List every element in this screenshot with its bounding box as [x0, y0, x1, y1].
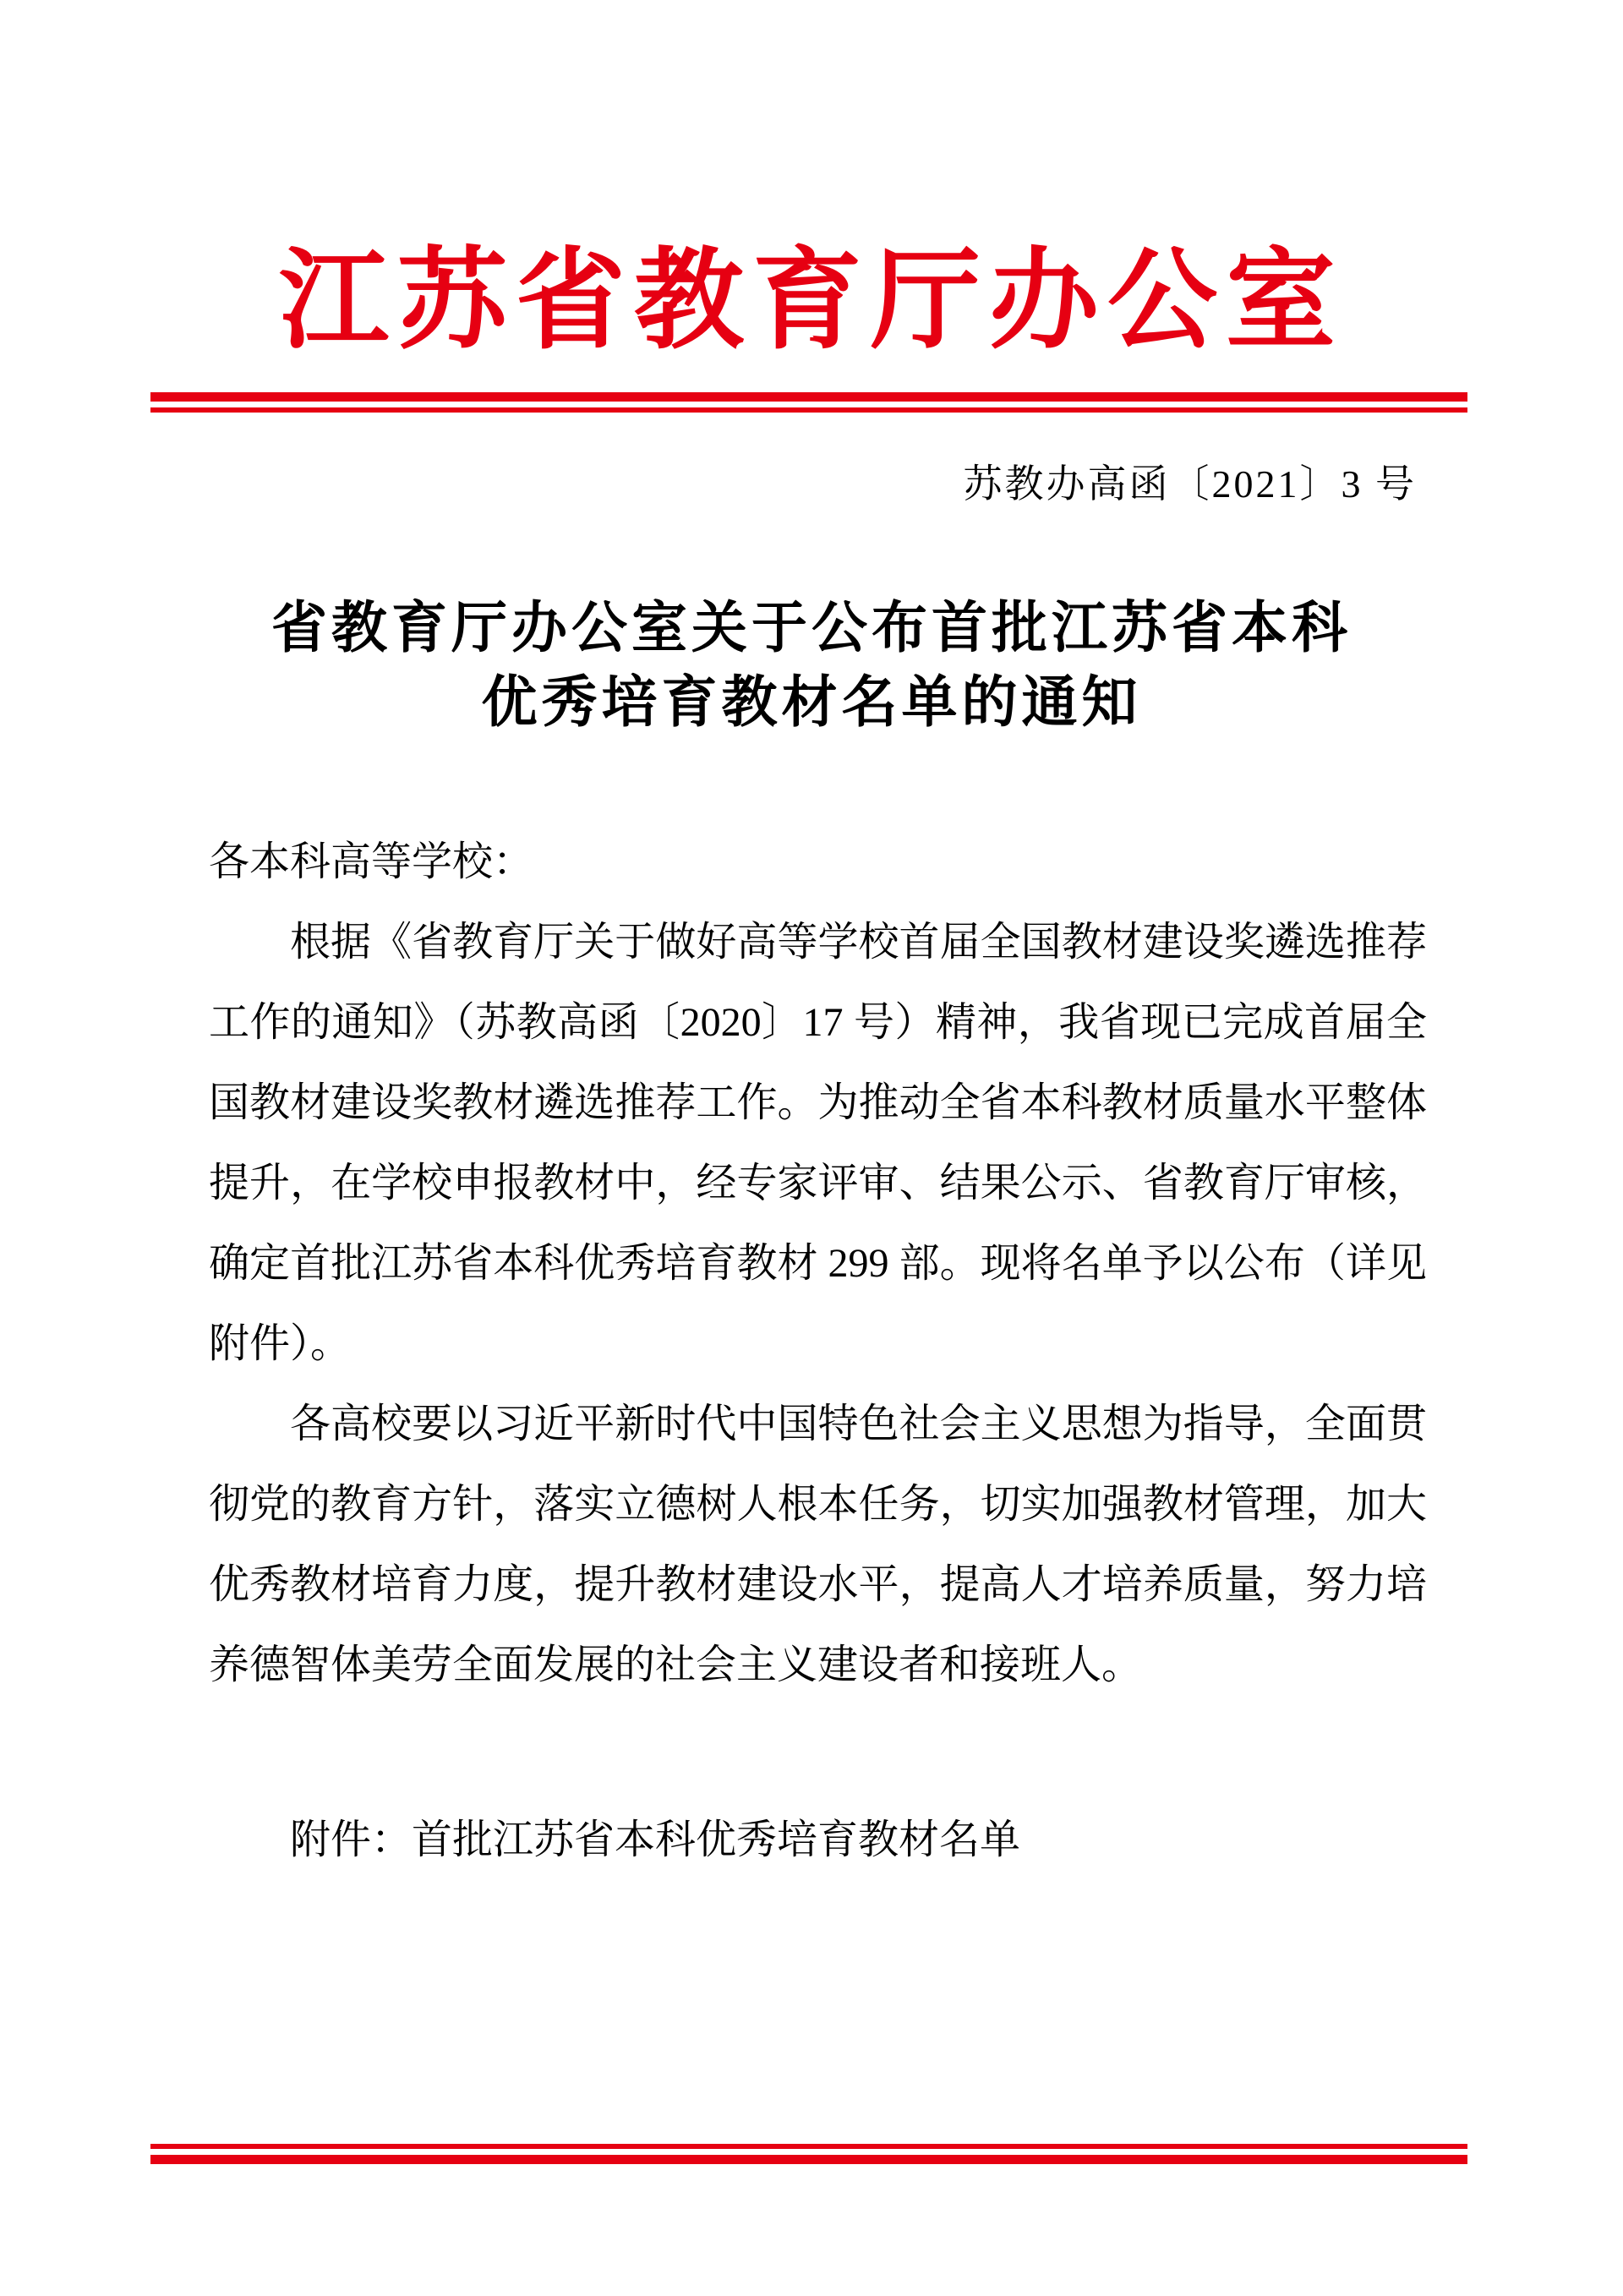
letterhead-org-name: 江苏省教育厅办公室 — [278, 241, 1344, 363]
document-title-line2: 优秀培育教材名单的通知 — [481, 672, 1142, 734]
salutation: 各本科高等学校： — [209, 839, 534, 884]
header-rule-thick — [150, 392, 1467, 402]
attachment-reference: 附件：首批江苏省本科优秀培育教材名单 — [290, 1818, 1021, 1862]
body-paragraph-1: 根据《省教育厅关于做好高等学校首届全国教材建设奖遴选推荐工作的通知》（苏教高函〔2020〕17 号）精神，我省现已完成首届全国教材建设奖教材遴选推荐工作。为推动全省本科教材质量水平整体提升，在学校申报教材中，经专家评审、结果公示、省教育厅审核，确定首批江苏省本科优秀培育教材 299 部。现将名单予以公布（详见附件）。 — [209, 920, 1427, 1366]
document-title-line1: 省教育厅办公室关于公布首批江苏省本科 — [271, 598, 1352, 659]
footer-double-rule — [150, 2144, 1467, 2164]
document-body — [209, 822, 1427, 1880]
header-rule-gap — [150, 402, 1467, 407]
header-rule-thin — [150, 407, 1467, 413]
document-title — [0, 592, 1623, 741]
body-paragraph-2: 各高校要以习近平新时代中国特色社会主义思想为指导，全面贯彻党的教育方针，落实立德树人根本任务，切实加强教材管理，加大优秀教材培育力度，提升教材建设水平，提高人才培养质量，努力培养德智体美劳全面发展的社会主义建设者和接班人。 — [209, 1402, 1427, 1687]
footer-rule-gap — [150, 2149, 1467, 2155]
header-double-rule — [150, 392, 1467, 413]
document-reference-number: 苏教办高函〔2021〕3 号 — [963, 462, 1417, 506]
footer-rule-thick — [150, 2155, 1467, 2164]
